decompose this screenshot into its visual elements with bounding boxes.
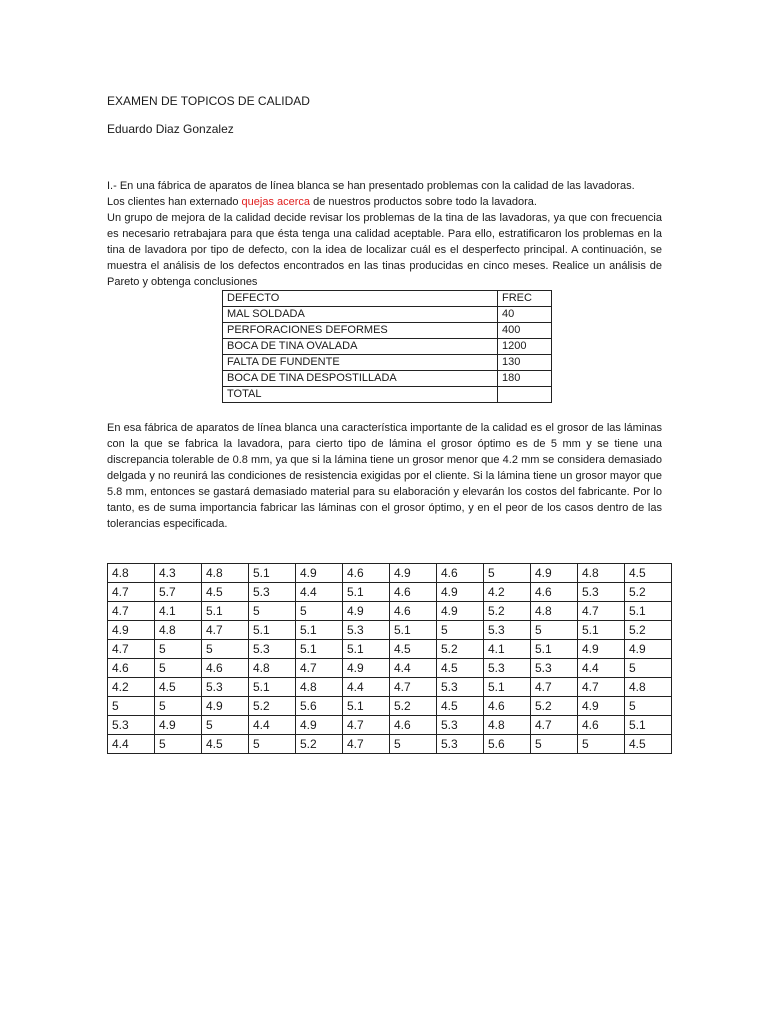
problem-1-text — [107, 178, 662, 290]
table-row — [108, 659, 672, 678]
thickness-value-cell: 4.9 — [578, 697, 625, 716]
thickness-value-cell: 4.8 — [484, 716, 531, 735]
thickness-value-cell: 5.2 — [484, 602, 531, 621]
table-row — [108, 564, 672, 583]
document-title: EXAMEN DE TOPICOS DE CALIDAD — [107, 94, 310, 108]
defect-name-cell: MAL SOLDADA — [223, 307, 498, 323]
thickness-value-cell: 4.9 — [155, 716, 202, 735]
thickness-value-cell: 5 — [531, 735, 578, 754]
frequency-cell: 400 — [498, 323, 552, 339]
table-row — [223, 387, 552, 403]
thickness-value-cell: 4.7 — [343, 735, 390, 754]
frequency-cell: 40 — [498, 307, 552, 323]
thickness-value-cell: 4.8 — [249, 659, 296, 678]
thickness-value-cell: 4.7 — [531, 678, 578, 697]
thickness-value-cell: 4.6 — [108, 659, 155, 678]
thickness-value-cell: 4.4 — [296, 583, 343, 602]
thickness-value-cell: 5.3 — [249, 640, 296, 659]
thickness-value-cell: 5.3 — [202, 678, 249, 697]
thickness-value-cell: 4.9 — [108, 621, 155, 640]
table-row — [223, 323, 552, 339]
thickness-value-cell: 4.9 — [625, 640, 672, 659]
thickness-value-cell: 4.5 — [437, 659, 484, 678]
thickness-value-cell: 4.7 — [531, 716, 578, 735]
table-row — [108, 621, 672, 640]
thickness-value-cell: 4.4 — [108, 735, 155, 754]
thickness-value-cell: 5.3 — [437, 735, 484, 754]
thickness-value-cell: 4.9 — [437, 583, 484, 602]
thickness-value-cell: 4.7 — [578, 602, 625, 621]
defect-name-cell: BOCA DE TINA OVALADA — [223, 339, 498, 355]
defect-name-cell: BOCA DE TINA DESPOSTILLADA — [223, 371, 498, 387]
highlighted-phrase: quejas acerca — [241, 196, 311, 208]
thickness-value-cell: 4.2 — [484, 583, 531, 602]
thickness-value-cell: 5.1 — [625, 716, 672, 735]
frequency-cell: 130 — [498, 355, 552, 371]
thickness-value-cell: 4.8 — [531, 602, 578, 621]
thickness-value-cell: 4.7 — [578, 678, 625, 697]
thickness-value-cell: 5.1 — [390, 621, 437, 640]
thickness-value-cell: 5.2 — [296, 735, 343, 754]
thickness-value-cell: 5.1 — [202, 602, 249, 621]
thickness-value-cell: 4.9 — [296, 564, 343, 583]
thickness-value-cell: 4.8 — [108, 564, 155, 583]
thickness-value-cell: 4.6 — [578, 716, 625, 735]
thickness-value-cell: 4.6 — [437, 564, 484, 583]
thickness-value-cell: 5.1 — [249, 564, 296, 583]
thickness-value-cell: 5 — [484, 564, 531, 583]
thickness-value-cell: 4.9 — [343, 602, 390, 621]
thickness-value-cell: 4.5 — [390, 640, 437, 659]
thickness-value-cell: 5.3 — [249, 583, 296, 602]
thickness-value-cell: 4.9 — [390, 564, 437, 583]
thickness-value-cell: 5 — [202, 716, 249, 735]
thickness-value-cell: 5.2 — [390, 697, 437, 716]
thickness-value-cell: 4.5 — [625, 564, 672, 583]
problem-1-intro: I.- En una fábrica de aparatos de línea blanca se han presentado problemas con la calidad de las lavadoras. — [107, 180, 635, 192]
defect-name-cell: TOTAL — [223, 387, 498, 403]
table-row — [108, 678, 672, 697]
thickness-value-cell: 4.6 — [484, 697, 531, 716]
thickness-value-cell: 4.7 — [343, 716, 390, 735]
thickness-value-cell: 4.8 — [296, 678, 343, 697]
thickness-value-cell: 4.4 — [390, 659, 437, 678]
thickness-value-cell: 4.9 — [437, 602, 484, 621]
thickness-value-cell: 4.7 — [108, 640, 155, 659]
thickness-value-cell: 4.5 — [155, 678, 202, 697]
thickness-value-cell: 4.7 — [390, 678, 437, 697]
defect-name-cell: FALTA DE FUNDENTE — [223, 355, 498, 371]
table-row — [223, 371, 552, 387]
table-row — [223, 355, 552, 371]
defect-name-cell: PERFORACIONES DEFORMES — [223, 323, 498, 339]
thickness-value-cell: 5 — [108, 697, 155, 716]
thickness-value-cell: 5.1 — [343, 640, 390, 659]
thickness-value-cell: 5.1 — [249, 678, 296, 697]
thickness-value-cell: 5.6 — [296, 697, 343, 716]
table-row — [223, 307, 552, 323]
thickness-value-cell: 4.6 — [390, 583, 437, 602]
thickness-value-cell: 5.3 — [343, 621, 390, 640]
table-row — [108, 697, 672, 716]
column-header-defect: DEFECTO — [223, 291, 498, 307]
thickness-value-cell: 5 — [296, 602, 343, 621]
thickness-value-cell: 4.9 — [296, 716, 343, 735]
thickness-value-cell: 4.7 — [108, 602, 155, 621]
thickness-value-cell: 5 — [390, 735, 437, 754]
thickness-value-cell: 5.3 — [484, 621, 531, 640]
thickness-value-cell: 4.5 — [202, 735, 249, 754]
thickness-value-cell: 5.2 — [531, 697, 578, 716]
thickness-value-cell: 5 — [437, 621, 484, 640]
thickness-data-table — [107, 563, 672, 754]
thickness-value-cell: 4.9 — [202, 697, 249, 716]
frequency-cell — [498, 387, 552, 403]
thickness-value-cell: 4.6 — [531, 583, 578, 602]
thickness-value-cell: 5.3 — [437, 678, 484, 697]
table-row — [108, 716, 672, 735]
thickness-value-cell: 5.2 — [437, 640, 484, 659]
thickness-value-cell: 5.1 — [296, 640, 343, 659]
author-name: Eduardo Diaz Gonzalez — [107, 122, 234, 136]
table-row — [223, 339, 552, 355]
table-row — [108, 735, 672, 754]
thickness-value-cell: 5.1 — [343, 697, 390, 716]
thickness-value-cell: 5.2 — [249, 697, 296, 716]
thickness-value-cell: 4.3 — [155, 564, 202, 583]
thickness-value-cell: 5.3 — [531, 659, 578, 678]
thickness-value-cell: 5.3 — [437, 716, 484, 735]
thickness-value-cell: 5 — [249, 735, 296, 754]
thickness-value-cell: 4.4 — [343, 678, 390, 697]
thickness-value-cell: 5 — [578, 735, 625, 754]
thickness-value-cell: 4.6 — [390, 602, 437, 621]
thickness-value-cell: 4.7 — [108, 583, 155, 602]
thickness-value-cell: 5.1 — [484, 678, 531, 697]
thickness-value-cell: 5.1 — [296, 621, 343, 640]
table-row — [108, 640, 672, 659]
frequency-cell: 1200 — [498, 339, 552, 355]
thickness-value-cell: 4.9 — [343, 659, 390, 678]
thickness-value-cell: 5 — [155, 640, 202, 659]
thickness-value-cell: 4.2 — [108, 678, 155, 697]
thickness-value-cell: 4.5 — [625, 735, 672, 754]
thickness-value-cell: 4.5 — [202, 583, 249, 602]
thickness-value-cell: 5.1 — [249, 621, 296, 640]
thickness-value-cell: 4.5 — [437, 697, 484, 716]
thickness-value-cell: 4.9 — [578, 640, 625, 659]
thickness-value-cell: 5.6 — [484, 735, 531, 754]
thickness-value-cell: 5.3 — [108, 716, 155, 735]
thickness-value-cell: 5.1 — [531, 640, 578, 659]
thickness-value-cell: 4.7 — [296, 659, 343, 678]
defect-frequency-table — [222, 290, 552, 403]
frequency-cell: 180 — [498, 371, 552, 387]
thickness-value-cell: 4.8 — [202, 564, 249, 583]
table-header-row — [223, 291, 552, 307]
thickness-value-cell: 5.3 — [578, 583, 625, 602]
thickness-value-cell: 4.6 — [390, 716, 437, 735]
table-row — [108, 602, 672, 621]
thickness-value-cell: 5.1 — [578, 621, 625, 640]
thickness-value-cell: 5.2 — [625, 621, 672, 640]
thickness-value-cell: 5 — [155, 659, 202, 678]
thickness-value-cell: 5.2 — [625, 583, 672, 602]
thickness-value-cell: 4.9 — [531, 564, 578, 583]
problem-2-text: En esa fábrica de aparatos de línea blanca una característica importante de la calidad es el grosor de las láminas con la que se fabrica la lavadora, para cierto tipo de lámina el grosor óptimo es de 5 mm y se tiene una discrepancia tolerable de 0.8 mm, ya que si la lámina tiene un grosor menor que 4.2 mm se considera demasiado delgada y no reunirá las condiciones de resistencia exigidas por el cliente. Si la lámina tiene un grosor mayor que 5.8 mm, entonces se gastará demasiado material para su elaboración y elevarán los costos del fabricante. Por lo tanto, es de suma importancia fabricar las láminas con el grosor óptimo, y en el peor de los casos dentro de las tolerancias especificada. — [107, 422, 662, 530]
thickness-value-cell: 5 — [531, 621, 578, 640]
thickness-value-cell: 5.1 — [625, 602, 672, 621]
thickness-value-cell: 4.1 — [155, 602, 202, 621]
thickness-value-cell: 4.8 — [155, 621, 202, 640]
thickness-value-cell: 5.1 — [343, 583, 390, 602]
table-row — [108, 583, 672, 602]
thickness-value-cell: 5 — [625, 659, 672, 678]
thickness-value-cell: 5 — [155, 697, 202, 716]
thickness-value-cell: 4.8 — [625, 678, 672, 697]
thickness-value-cell: 4.8 — [578, 564, 625, 583]
thickness-value-cell: 4.6 — [202, 659, 249, 678]
thickness-value-cell: 4.7 — [202, 621, 249, 640]
thickness-value-cell: 4.4 — [578, 659, 625, 678]
thickness-value-cell: 5.7 — [155, 583, 202, 602]
thickness-value-cell: 4.6 — [343, 564, 390, 583]
thickness-value-cell: 5.3 — [484, 659, 531, 678]
thickness-value-cell: 4.1 — [484, 640, 531, 659]
problem-1-line2-end: de nuestros productos sobre todo la lavadora. — [310, 196, 537, 208]
problem-1-line2-start: Los clientes han externado — [107, 196, 242, 208]
thickness-value-cell: 5 — [202, 640, 249, 659]
thickness-value-cell: 5 — [625, 697, 672, 716]
column-header-frequency: FREC — [498, 291, 552, 307]
thickness-value-cell: 5 — [249, 602, 296, 621]
problem-1-body: Un grupo de mejora de la calidad decide revisar los problemas de la tina de las lavadoras, ya que con frecuencia es necesario retrabajara para que ésta tenga una calidad aceptable. Para ello, estratificaron los problemas en la tina de lavadora por tipo de defecto, con la idea de localizar cuál es el desperfecto principal. A continuación, se muestra el análisis de los defectos encontrados en las tinas producidas en cinco meses. Realice un análisis de Pareto y obtenga conclusiones — [107, 212, 662, 288]
thickness-value-cell: 4.4 — [249, 716, 296, 735]
thickness-value-cell: 5 — [155, 735, 202, 754]
